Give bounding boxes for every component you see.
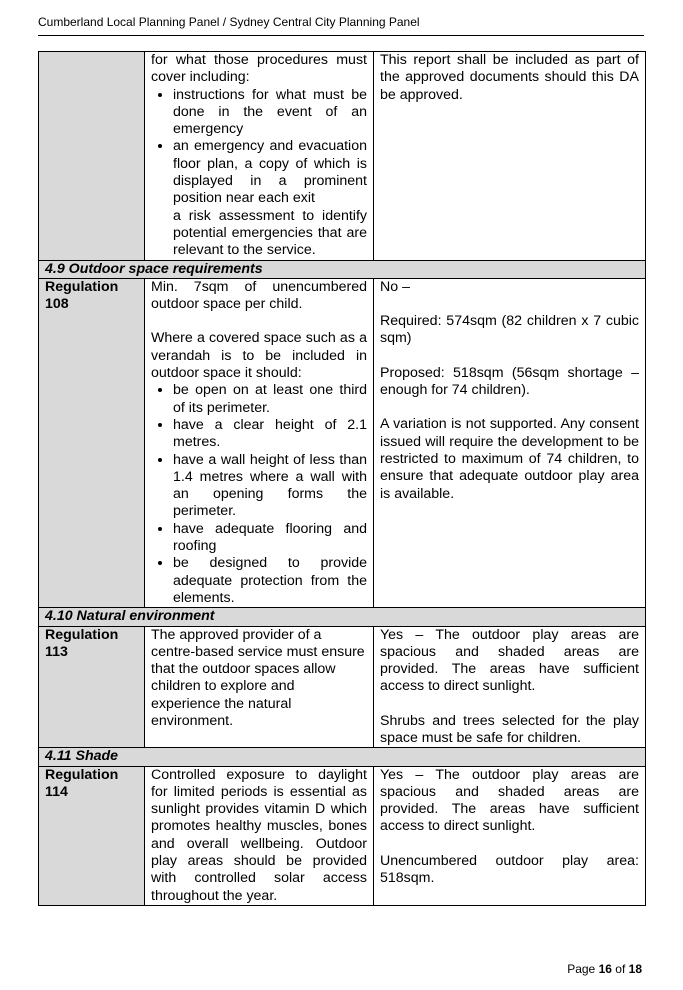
list-item: • instructions for what must be done in the event of an emergency [173,87,367,139]
comment-cell [374,278,646,607]
regulation-cell: Regulation 113 [39,626,145,748]
comment-text: Proposed: 518sqm (56sqm shortage – enough for 74 children). [380,364,639,399]
comment-text: Unencumbered outdoor play area: 518sqm. [380,852,639,887]
comment-cell [374,626,646,748]
regulation-cell: Regulation 108 [39,278,145,607]
comment-cell [374,766,646,905]
list-item: • have adequate flooring and roofing [173,521,367,556]
requirement-text: The approved provider of a centre-based service must ensure that the outdoor spaces allow children to explore and experience the natural environment. [151,626,365,729]
table-row-regulation-108 [39,278,646,607]
comment-text: This report shall be included as part of the approved documents should this DA be approved. [380,52,639,103]
section-heading: 4.11 Shade [39,748,646,766]
comment-text: Required: 574sqm (82 children x 7 cubic sqm) [380,313,639,347]
requirement-tail: a risk assessment to identify potential emergencies that are relevant to the service. [173,207,367,259]
section-heading-row [39,748,646,766]
regulation-table [38,51,646,906]
list-item: • an emergency and evacuation floor plan, a copy of which is displayed in a prominent position near each exit [173,138,367,207]
header-divider [38,35,644,36]
section-heading-row [39,608,646,626]
table-row-regulation-114 [39,766,646,905]
comment-text: No – [380,278,410,295]
section-heading-row [39,260,646,278]
requirement-cell [145,52,374,261]
requirement-cell [145,278,374,607]
comment-text: A variation is not supported. Any consent issued will require the development to be restricted to maximum of 74 children, to ensure that adequate outdoor play area is available. [380,416,639,502]
page-word: Page [567,962,596,976]
requirement-text: Controlled exposure to daylight for limited periods is essential as sunlight provides vitamin D which promotes healthy muscles, bones and overall wellbeing. Outdoor play areas should be provided with controlled solar access throughout the year. [151,766,367,904]
comment-cell [374,52,646,261]
comment-text: Yes – The outdoor play areas are spacious and shaded areas are provided. The areas have sufficient access to direct sunlight. [380,626,639,695]
requirement-list [151,382,367,607]
regulation-cell: Regulation 114 [39,766,145,905]
comment-text: Yes – The outdoor play areas are spacious and shaded areas are provided. The areas have sufficient access to direct sunlight. [380,766,639,835]
requirement-intro: for what those procedures must cover including: [151,52,367,86]
regulation-cell [39,52,145,261]
page-total: 18 [628,962,642,976]
requirement-text: Min. 7sqm of unencumbered outdoor space per child. [151,278,367,313]
page-number: 16 [598,962,612,976]
section-heading: 4.10 Natural environment [39,608,646,626]
comment-text: Shrubs and trees selected for the play space must be safe for children. [380,712,639,746]
list-item: • be open on at least one third of its perimeter. [173,382,367,417]
of-word: of [615,962,626,976]
page-footer [567,961,642,977]
list-item: • be designed to provide adequate protection from the elements. [173,555,367,607]
requirement-cell [145,766,374,905]
list-item: • have a wall height of less than 1.4 metres where a wall with an opening forms the perimeter. [173,452,367,521]
document-header: Cumberland Local Planning Panel / Sydney Central City Planning Panel [38,15,420,29]
table-row-continued [39,52,646,261]
section-heading: 4.9 Outdoor space requirements [39,260,646,278]
requirement-cell [145,626,374,748]
table-row-regulation-113 [39,626,646,748]
requirement-list [151,87,367,208]
list-item: • have a clear height of 2.1 metres. [173,417,367,452]
requirement-text: Where a covered space such as a verandah is to be included in outdoor space it should: [151,330,367,382]
